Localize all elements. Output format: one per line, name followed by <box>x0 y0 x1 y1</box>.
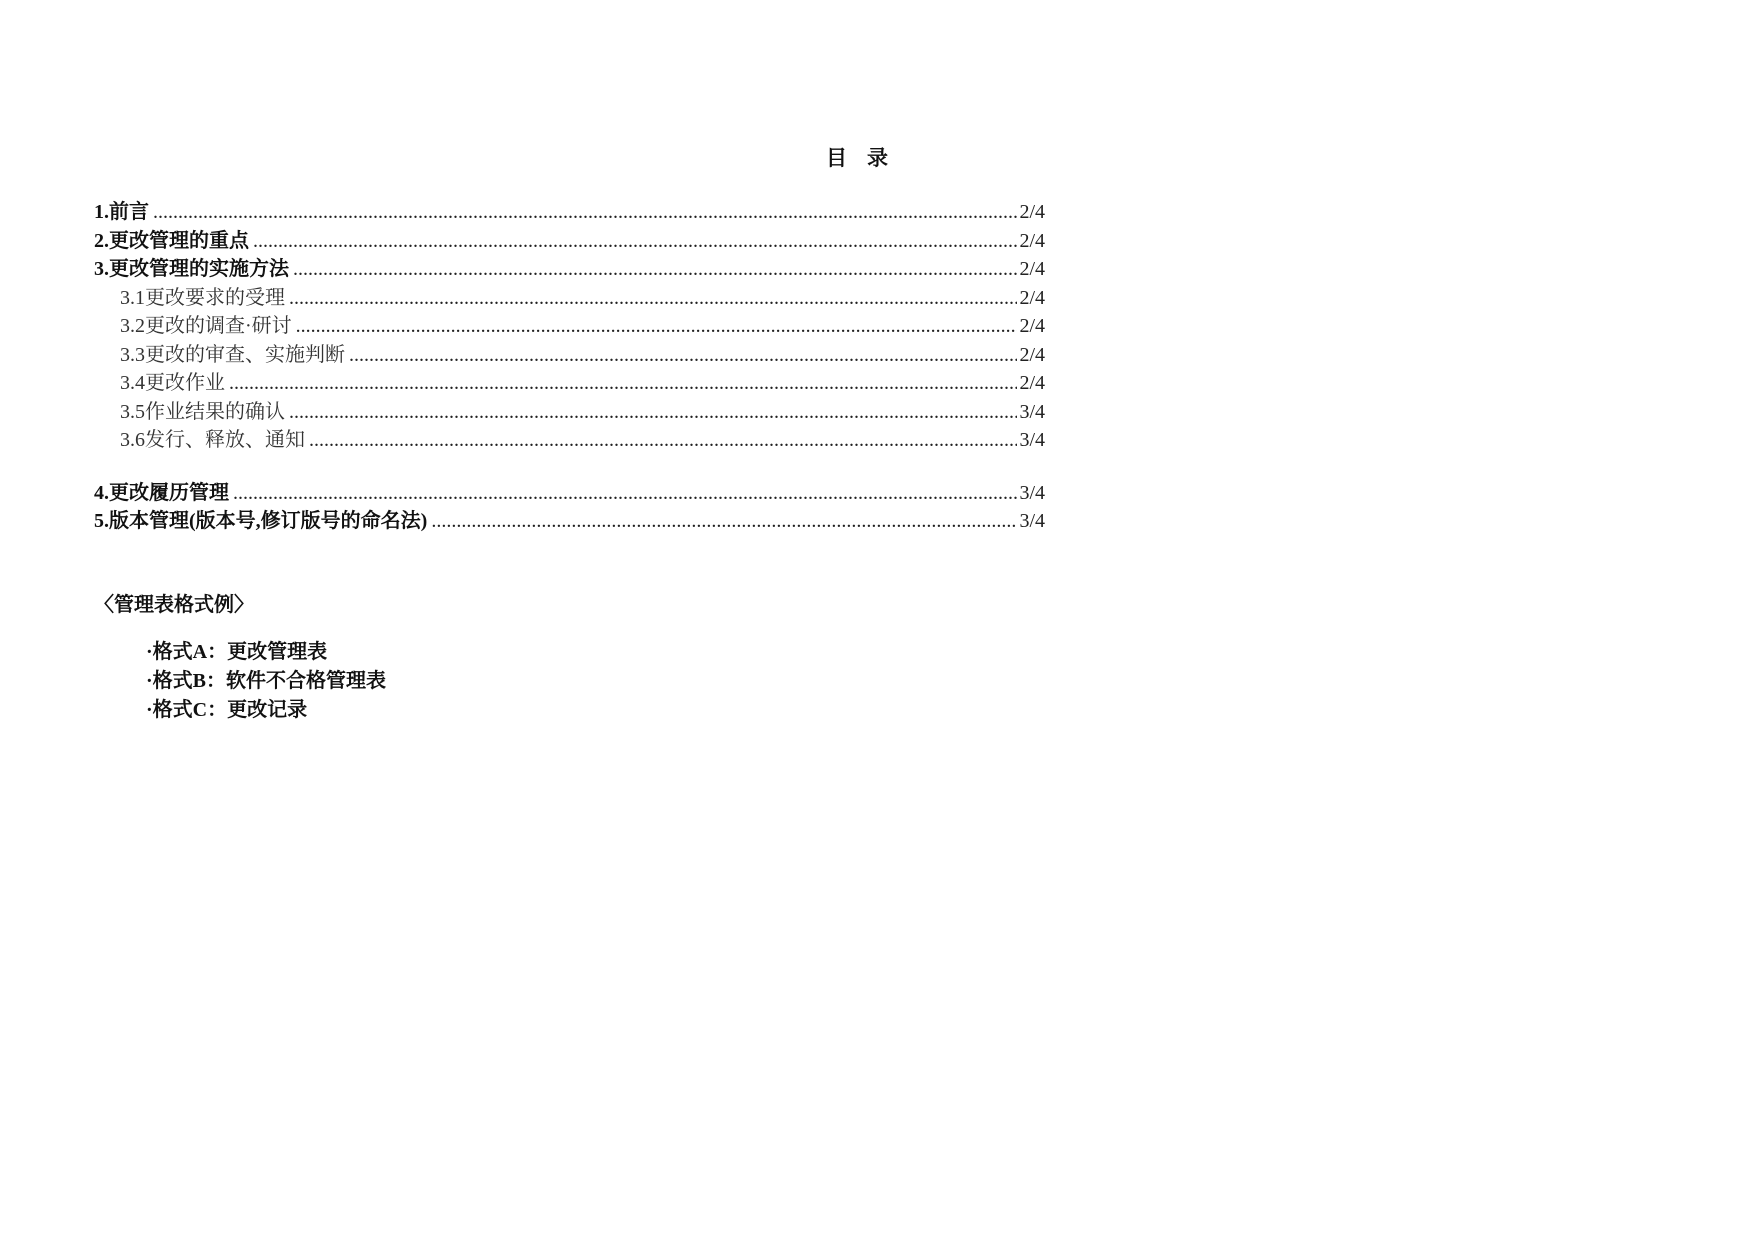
form-item-c: ·格式C：更改记录 <box>146 699 308 721</box>
toc-entry-label: 3.2更改的调查·研讨 <box>120 315 292 337</box>
form-item-a: ·格式A：更改管理表 <box>146 641 328 663</box>
toc-entry-label: 3.6发行、释放、通知 <box>120 429 305 451</box>
toc-dot-leader <box>153 198 1017 227</box>
toc-dot-leader <box>233 479 1017 508</box>
toc-dot-leader <box>293 255 1017 284</box>
toc-dot-leader <box>289 398 1017 427</box>
toc-dot-leader <box>296 312 1018 341</box>
toc-entry-5[interactable] <box>94 507 1045 536</box>
toc-entry-4[interactable] <box>94 479 1045 508</box>
toc-dot-leader <box>309 426 1017 455</box>
title-char-2: 录 <box>867 146 890 170</box>
table-of-contents <box>94 198 1045 536</box>
toc-entry-label: 5.版本管理(版本号,修订版号的命名法) <box>94 510 428 532</box>
page-title <box>0 142 1716 172</box>
toc-dot-leader <box>349 341 1017 370</box>
toc-entry-label: 3.3更改的审查、实施判断 <box>120 343 345 366</box>
forms-heading: 〈管理表格式例〉 <box>94 594 254 616</box>
toc-entry-page: 2/4 <box>1019 286 1045 309</box>
toc-entry-label: 4.更改履历管理 <box>94 481 229 504</box>
toc-entry-label: 3.1更改要求的受理 <box>120 286 285 309</box>
toc-entry-page: 2/4 <box>1019 315 1045 337</box>
toc-entry-label: 2.更改管理的重点 <box>94 229 249 252</box>
toc-entry-page: 3/4 <box>1019 400 1045 423</box>
toc-entry-label: 3.4更改作业 <box>120 372 225 394</box>
toc-dot-leader <box>431 507 1017 536</box>
toc-entry-3[interactable] <box>94 255 1045 284</box>
toc-entry-2[interactable] <box>94 227 1045 256</box>
toc-dot-leader <box>289 284 1017 313</box>
toc-dot-leader <box>229 369 1017 398</box>
toc-entry-label: 1.前言 <box>94 201 149 223</box>
toc-entry-label: 3.更改管理的实施方法 <box>94 258 289 280</box>
toc-entry-3-2[interactable] <box>94 312 1045 341</box>
title-char-1: 目 <box>826 146 849 170</box>
toc-entry-3-3[interactable] <box>94 341 1045 370</box>
toc-entry-3-5[interactable] <box>94 398 1045 427</box>
toc-entry-3-1[interactable] <box>94 284 1045 313</box>
forms-list <box>146 638 386 725</box>
toc-entry-page: 3/4 <box>1019 429 1045 451</box>
toc-entry-page: 3/4 <box>1019 481 1045 504</box>
toc-entry-page: 2/4 <box>1019 372 1045 394</box>
form-item-b: ·格式B：软件不合格管理表 <box>146 670 387 692</box>
toc-entry-page: 2/4 <box>1019 229 1045 252</box>
toc-entry-page: 2/4 <box>1019 201 1045 223</box>
toc-entry-page: 2/4 <box>1019 258 1045 280</box>
toc-entry-1[interactable] <box>94 198 1045 227</box>
toc-entry-label: 3.5作业结果的确认 <box>120 400 285 423</box>
toc-entry-3-6[interactable] <box>94 426 1045 455</box>
toc-entry-page: 3/4 <box>1019 510 1045 532</box>
toc-entry-page: 2/4 <box>1019 343 1045 366</box>
toc-dot-leader <box>253 227 1017 256</box>
toc-entry-3-4[interactable] <box>94 369 1045 398</box>
